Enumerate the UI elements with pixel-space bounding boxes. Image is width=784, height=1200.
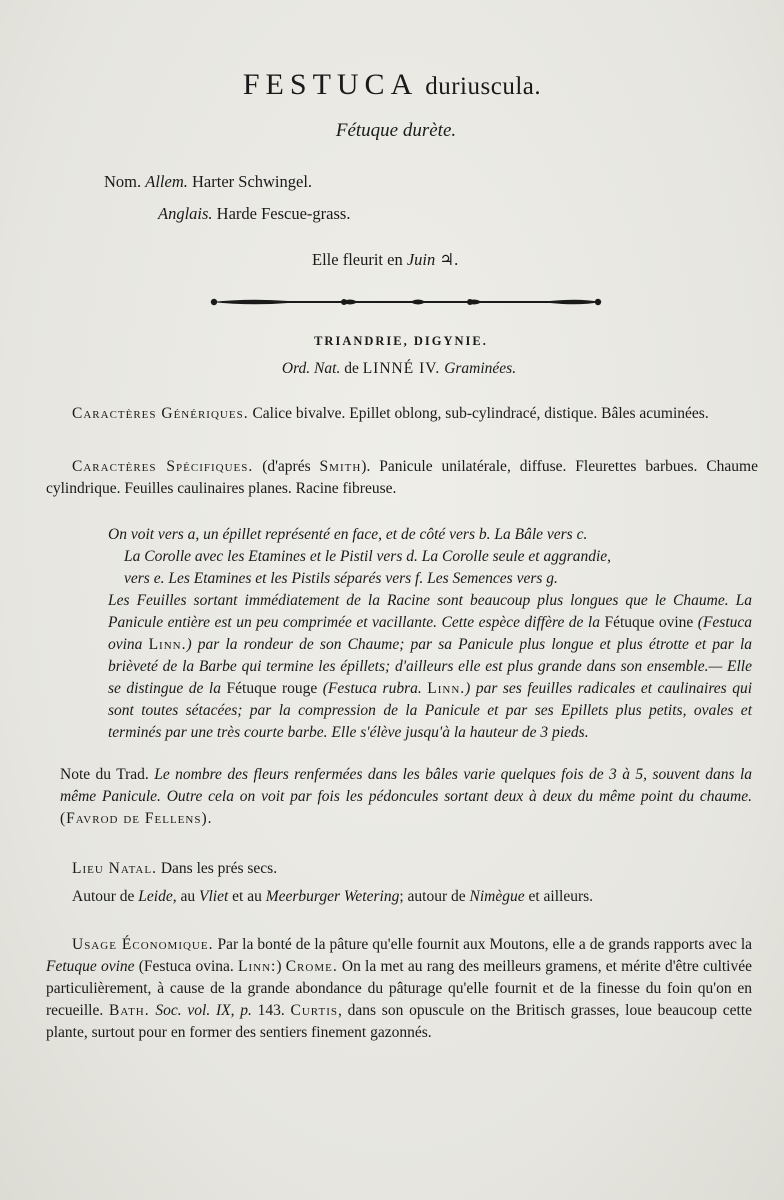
localities-line: Autour de Leide, au Vliet et au Meerburger Wetering; autour de Nimègue et ailleurs. [72, 888, 594, 905]
generic-characters: Caractères Génériques. Calice bivalve. Epillet oblong, sub-cylindracé, distique. Bâles acuminées. [72, 405, 709, 422]
perennial-symbol: ♃. [439, 250, 459, 269]
genus-name: FESTUCA [242, 68, 419, 101]
species-name: duriuscula. [425, 73, 542, 100]
page-title [0, 68, 784, 102]
description-block: On voit vers a, un épillet représenté en face, et de côté vers b. La Bâle vers c. La Corolle avec les Etamines et le Pistil vers d. La Corolle seule et aggrandie, vers e. Les Etamines et les Pistils séparés vers f. Les Semences vers g. Les Feuilles sortant immédiatement de la Racine sont beaucoup plus longues que le Chaume. La Panicule entière est un peu comprimée et vacillante. Cette espèce diffère de la Fétuque ovine (Festuca ovina Linn.) par la rondeur de son Chaume; par sa Panicule plus longue et plus étrotte et par la brièveté de la Barbe qui termine les épillets; d'ailleurs elle est plus grande dans son ensemble.— Elle se distingue de la Fétuque rouge (Festuca rubra. Linn.) par ses feuilles radicales et caulinaires qui sont toutes sétacées; par la compression de la Panicule et par ses Epillets plus petits, ovales et terminés par une très courte barbe. Elle s'élève jusqu'à la hauteur de 3 pieds. [108, 526, 753, 741]
natural-order: Ord. Nat. de LINNÉ IV. Graminées. [281, 360, 517, 377]
translator-note: Note du Trad. Le nombre des fleurs renfermées dans les bâles varie quelques fois de 3 à 5, souvent dans la même Panicule. Outre cela on voit par fois les pédoncules sortant deux à deux du même point du chaume. (Favrod de Fellens). [60, 766, 752, 827]
german-name-line: Nom. Allem. Harter Schwingel. [104, 172, 313, 191]
specific-characters: Caractères Spécifiques. (d'aprés Smith). Panicule unilatérale, diffuse. Fleurettes barbues. Chaume cylindrique. Feuilles caulinaires planes. Racine fibreuse. [46, 458, 758, 497]
ornamental-rule [210, 296, 602, 308]
french-name: Fétuque durète. [335, 120, 457, 141]
economic-use: Usage Économique. Par la bonté de la pâture qu'elle fournit aux Moutons, elle a de grands rapports avec la Fetuque ovine (Festuca ovina. Linn:) Crome. On la met au rang des meilleurs gramens, et mérite d'être cultivée particulièrement, à cause de la grande abondance du pâturage qu'elle fournit et de la finesse du foin qu'on en recueille. Bath. Soc. vol. IX, p. 143. Curtis, dans son opuscule on the Britisch grasses, loue beaucoup cette plante, surtout pour en former des sentiers finement gazonnés. [46, 936, 753, 1041]
english-name-line: Anglais. Harde Fescue-grass. [158, 204, 351, 223]
linnaean-class: TRIANDRIE, DIGYNIE. [314, 334, 488, 348]
habitat-line: Lieu Natal. Dans les prés secs. [72, 860, 278, 877]
flowering-line: Elle fleurit en Juin ♃. [312, 250, 459, 269]
